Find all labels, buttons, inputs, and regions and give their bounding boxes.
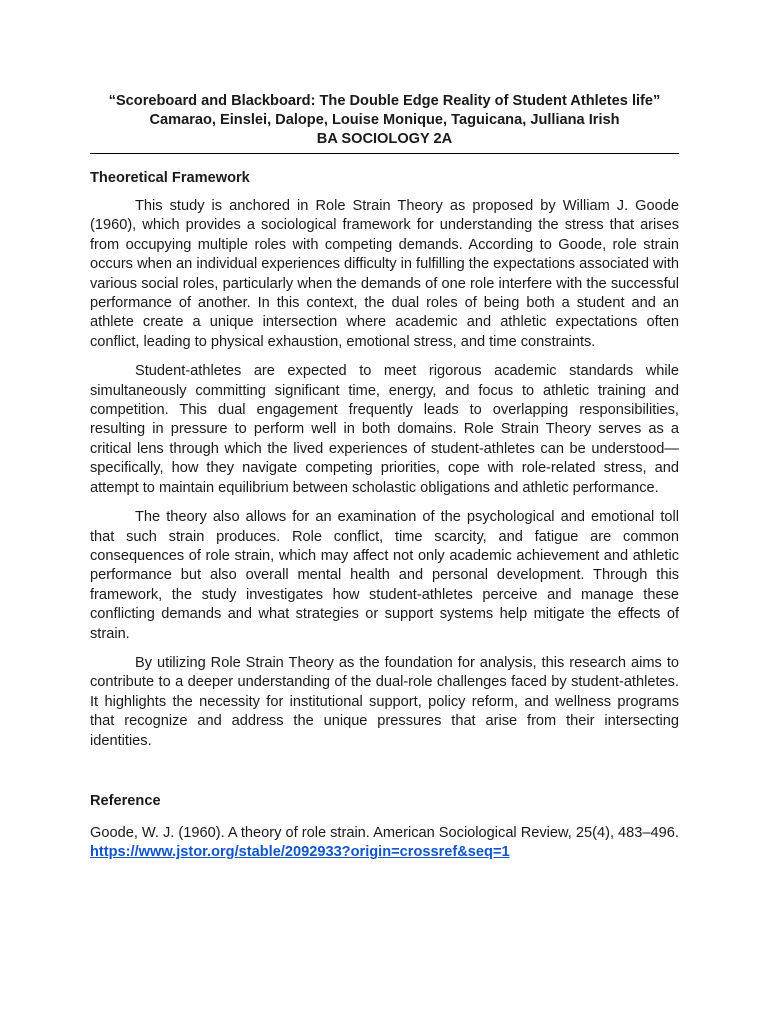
framework-paragraph-1: This study is anchored in Role Strain Theory as proposed by William J. Goode (1960), which provides a sociological framework for understanding the stress that arises from occupying multiple roles with competing demands. According to Goode, role strain occurs when an individual experiences difficulty in fulfilling the expectations associated with various social roles, particularly when the demands of one role interfere with the successful performance of another. In this context, the dual roles of being both a student and an athlete create a unique intersection where academic and athletic expectations often conflict, leading to physical exhaustion, emotional stress, and time constraints. (90, 198, 679, 350)
reference-link[interactable]: https://www.jstor.org/stable/2092933?origin=crossref&seq=1 (90, 844, 510, 861)
document-title: “Scoreboard and Blackboard: The Double Edge Reality of Student Athletes life” (108, 93, 661, 109)
document-header (90, 92, 679, 149)
framework-paragraph-4: By utilizing Role Strain Theory as the foundation for analysis, this research aims to contribute to a deeper understanding of the dual-role challenges faced by student-athletes. It highlights the necessity for institutional support, policy reform, and wellness programs that recognize and address the unique pressures that arise from their intersecting identities. (90, 654, 679, 749)
header-divider (90, 153, 679, 154)
document-authors: Camarao, Einslei, Dalope, Louise Monique, Taguicana, Julliana Irish (149, 112, 620, 128)
framework-heading: Theoretical Framework (90, 170, 250, 186)
framework-paragraph-2: Student-athletes are expected to meet rigorous academic standards while simultaneously committing significant time, energy, and focus to athletic training and competition. This dual engagement frequently leads to overlapping responsibilities, resulting in pressure to perform well in both domains. Role Strain Theory serves as a critical lens through which the lived experiences of student-athletes can be understood—specifically, how they navigate competing priorities, cope with role-related stress, and attempt to maintain equilibrium between scholastic obligations and athletic performance. (90, 363, 679, 496)
reference-heading: Reference (90, 792, 161, 809)
reference-entry (90, 824, 679, 863)
document-course: BA SOCIOLOGY 2A (316, 131, 453, 147)
framework-paragraph-3: The theory also allows for an examination of the psychological and emotional toll that such strain produces. Role conflict, time scarcity, and fatigue are common consequences of role strain, which may affect not only academic achievement and athletic performance but also overall mental health and personal development. Through this framework, the study investigates how student-athletes perceive and manage these conflicting demands and what strategies or support systems help mitigate the effects of strain. (90, 509, 679, 642)
reference-citation: Goode, W. J. (1960). A theory of role strain. American Sociological Review, 25(4), 483–496. (90, 824, 679, 841)
